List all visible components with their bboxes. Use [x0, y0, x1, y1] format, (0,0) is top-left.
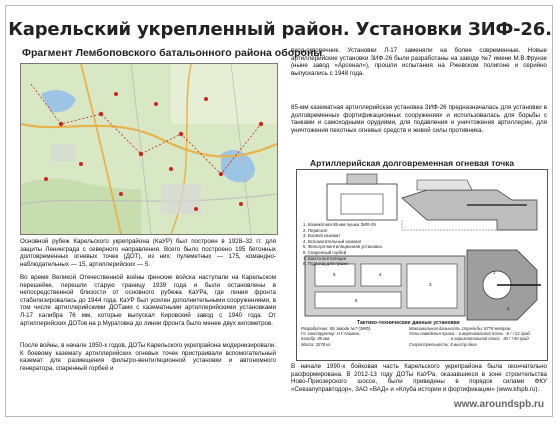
spec-line: Гл. конструктор: Н.Г.Алимов,: [301, 331, 360, 337]
legend-item: 3. Боевой каземат: [303, 233, 341, 239]
diagram-title: Артиллерийская долговременная огневая точка: [310, 158, 515, 168]
spec-line: Максимальная дальность стрельбы: 8778 метров.: [409, 326, 512, 331]
specs-title: Тактико-технические данные установки: [357, 320, 460, 326]
legend-item: 7. Шахта вентиляции: [303, 255, 347, 261]
map-caption: Фрагмент Лембоповского батальонного района обороны: [22, 47, 323, 59]
legend-item: 5. Фильтро-вентиляционная установка: [303, 244, 382, 250]
svg-text:1: 1: [493, 270, 496, 275]
legend-item: 6. Спаренный горбей: [303, 249, 347, 255]
svg-text:5: 5: [333, 272, 336, 277]
specs-right: [409, 326, 530, 347]
spec-line: Масса: 3378 кг.: [301, 341, 332, 347]
map-image: [21, 64, 277, 234]
page-frame: [5, 5, 553, 417]
col2-paragraph-3: В начале 1990-х бойковая часть Карельского укрепрайона была окончательно расформирована. В 2012-13 году ДОТы КаУРа, оказавшиеся в зоне строительства Ново-Приозерского шоссе, были приведены в порядок силами ФКУ «Севзапуправтодор», ЗАО «ВАД» и «Клуба истории и фортификации» (www.kfspb.ru).: [291, 363, 547, 393]
legend-item: 1. Казематная 85-мм пушка ЗИФ-26: [303, 222, 376, 227]
specs-left: [301, 326, 371, 347]
spec-line: Разработчик: КБ завода №7 (ЗИФ).: [301, 326, 372, 331]
pillbox-diagram: [296, 169, 548, 361]
col1-paragraph-3: После войны, в начале 1950-х годов, ДОТы Карельского укрепрайона модернизировали. К боевому каземату артиллерийских огневых точек пристраивали вспомогательный каземат для размещения фильтро-вентиляционной установки и автономного генератора, спаренный горбей и: [20, 342, 276, 372]
col2-paragraph-2: 85-мм казематная артиллерийская установка ЗИФ-26 предназначалась для установки в долговременных фортификационных сооружениях и использовалась для борьбы с танками и самоходными орудиями, для подавления и уничтожения артиллерии, для уничтожения пехотных огневых средств и живой силы противника.: [291, 104, 547, 134]
col1-paragraph-1: Основной рубеж Карельского укрепрайона (КаУР) был построен в 1928–32 гг. для защиты Ленинграда с северного направления. Всего было построено 195 бетонных долговременных огневых точек (ДОТ), из них: пулеметных — 175, командно-наблюдательных — 15, артиллерийских — 5.: [20, 238, 276, 268]
watermark: www.aroundspb.ru: [453, 399, 544, 410]
spec-line: Калибр: 85 мм.: [301, 336, 331, 342]
spec-line: Углы наведения пушки: - в вертикальной плоск. -6 / +12 град: [409, 331, 530, 337]
page-title: Карельский укрепленный район. Установки ЗИФ-26.: [8, 19, 552, 40]
spec-line: Скорострельность: 8 выстр./мин: [409, 341, 477, 347]
map-fragment: [20, 63, 278, 235]
legend-item: 8. Подъезд для пушки: [303, 261, 348, 267]
diagram-legend: [303, 222, 382, 267]
svg-text:4: 4: [379, 272, 382, 277]
svg-text:3: 3: [429, 282, 432, 287]
svg-text:2: 2: [507, 306, 510, 311]
legend-item: 4. Вспомогательный каземат: [303, 238, 362, 244]
legend-item: 2. Перископ: [303, 227, 328, 233]
col1-paragraph-2: Во время Великой Отечественной войны финские войска наступали на Карельском перешейке, перешли старую границу 1939 года и были остановлены в непосредственной близости от основного рубежа КаУРа, где линия фронта стабилизировалась до 1944 года. КаУР был усилен дополнительными сооружениями, в том числе артиллерийскими ДОТами с казематными артиллерийскими установками Л-17 калибра 76 мм, которые выпускал Кировский завод с 1940 года. От артиллерийских ДОТов на р.Муратовка до линии фронта было менее двух километров.: [20, 274, 276, 327]
spec-line: - в горизонтальной плоск. -30 / +30 град: [409, 336, 529, 342]
col2-paragraph-1: вход-скворечник. Установки Л-17 заменяли на более современные. Новые артиллерийские установки ЗИФ-26 были разработаны на заводе №7 имени М.В.Фрунзе (ныне завод «Арсенал»), прошли испытания на Ржевском полигоне и серийно выпускались с 1948 года.: [291, 47, 547, 77]
svg-text:6: 6: [355, 298, 358, 303]
